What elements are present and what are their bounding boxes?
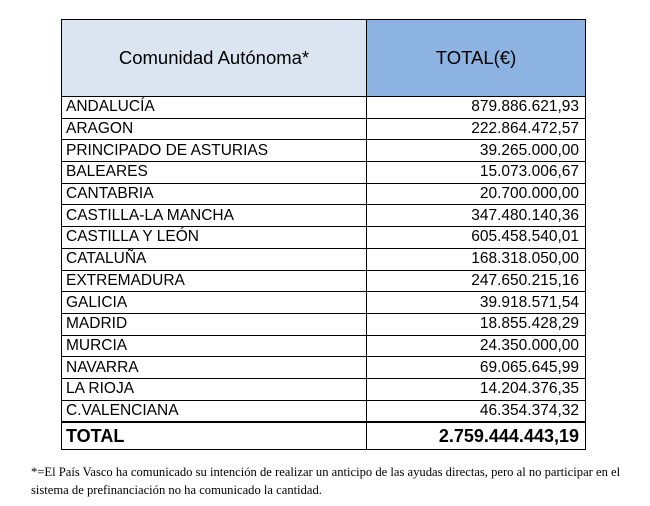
region-amount: 18.855.428,29 <box>367 313 586 335</box>
region-amount: 46.354.374,32 <box>367 400 586 422</box>
funding-table <box>61 19 586 450</box>
table-row <box>62 140 586 162</box>
table-body <box>62 97 586 450</box>
region-name: ARAGON <box>62 118 367 140</box>
region-name: NAVARRA <box>62 357 367 379</box>
region-amount: 69.065.645,99 <box>367 357 586 379</box>
table-row <box>62 248 586 270</box>
region-amount: 222.864.472,57 <box>367 118 586 140</box>
region-amount: 879.886.621,93 <box>367 97 586 119</box>
table-row <box>62 183 586 205</box>
total-label: TOTAL <box>62 422 367 450</box>
region-amount: 347.480.140,36 <box>367 205 586 227</box>
region-name: EXTREMADURA <box>62 270 367 292</box>
region-name: MURCIA <box>62 335 367 357</box>
region-name: ANDALUCÍA <box>62 97 367 119</box>
table-row <box>62 205 586 227</box>
region-amount: 39.265.000,00 <box>367 140 586 162</box>
table-row <box>62 292 586 314</box>
region-amount: 24.350.000,00 <box>367 335 586 357</box>
region-name: CATALUÑA <box>62 248 367 270</box>
region-amount: 20.700.000,00 <box>367 183 586 205</box>
region-name: PRINCIPADO DE ASTURIAS <box>62 140 367 162</box>
column-header-region: Comunidad Autónoma* <box>62 20 367 97</box>
region-name: BALEARES <box>62 162 367 184</box>
table-row <box>62 97 586 119</box>
table-row <box>62 270 586 292</box>
table-row <box>62 313 586 335</box>
table-row <box>62 357 586 379</box>
region-name: CASTILLA-LA MANCHA <box>62 205 367 227</box>
table-row <box>62 400 586 422</box>
region-name: MADRID <box>62 313 367 335</box>
region-amount: 39.918.571,54 <box>367 292 586 314</box>
table-header-row <box>62 20 586 97</box>
total-amount: 2.759.444.443,19 <box>367 422 586 450</box>
table-row <box>62 227 586 249</box>
region-name: CASTILLA Y LEÓN <box>62 227 367 249</box>
region-amount: 15.073.006,67 <box>367 162 586 184</box>
total-row <box>62 422 586 450</box>
region-amount: 168.318.050,00 <box>367 248 586 270</box>
table-row <box>62 378 586 400</box>
region-amount: 14.204.376,35 <box>367 378 586 400</box>
table-row <box>62 118 586 140</box>
column-header-total: TOTAL(€) <box>367 20 586 97</box>
table-row <box>62 162 586 184</box>
region-amount: 605.458.540,01 <box>367 227 586 249</box>
region-name: C.VALENCIANA <box>62 400 367 422</box>
region-name: GALICIA <box>62 292 367 314</box>
footnote: *=El País Vasco ha comunicado su intención de realizar un anticipo de las ayudas directas, pero al no participar en el sistema de prefinanciación no ha comunicado la cantidad. <box>31 465 621 497</box>
table-row <box>62 335 586 357</box>
region-name: LA RIOJA <box>62 378 367 400</box>
region-name: CANTABRIA <box>62 183 367 205</box>
region-amount: 247.650.215,16 <box>367 270 586 292</box>
